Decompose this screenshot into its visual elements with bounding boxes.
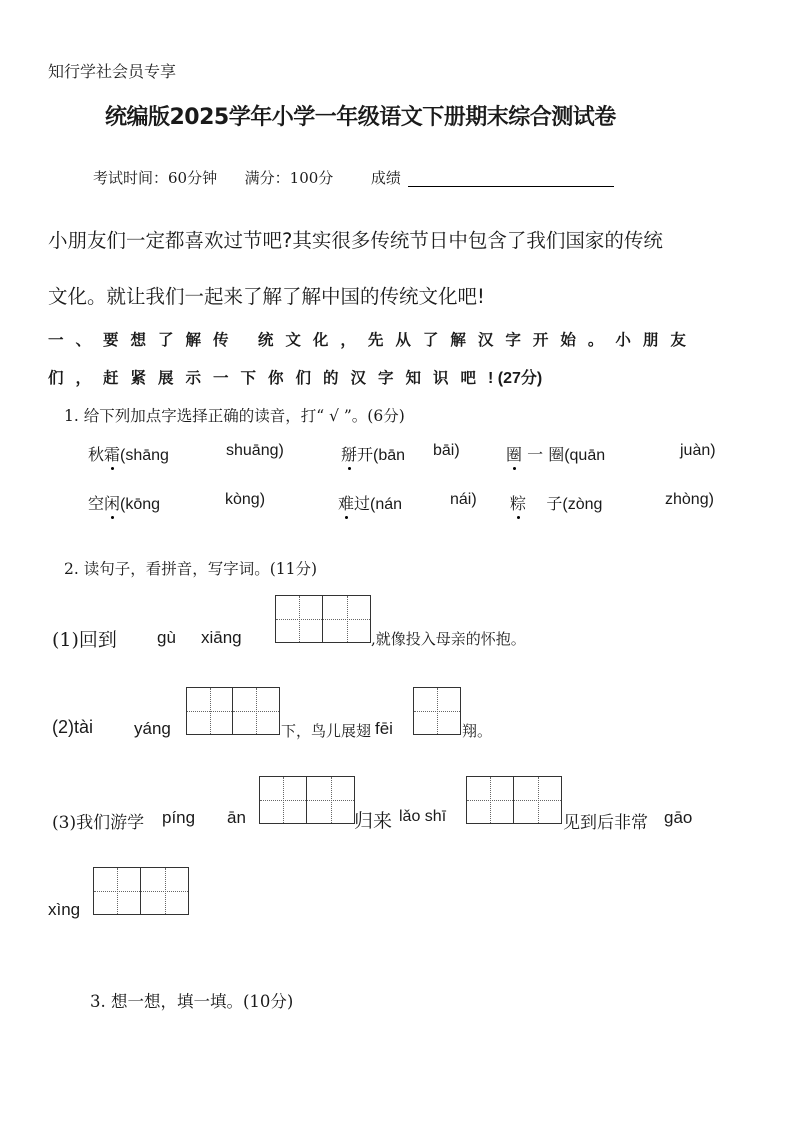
q1-item-2-option-b[interactable]: bāi) [433,442,460,459]
q2-s2-writing-grid-2[interactable] [413,687,461,735]
q1-item-1-option-a[interactable]: (shāng [120,447,169,464]
q1-item-6-option-a[interactable]: (zòng [562,496,603,513]
section-1-score: ! (27分) [488,370,543,387]
q1-item-1-dotted-char: 霜 [104,445,121,464]
q2-s3-pinyin-2: ān [227,808,246,827]
q2-s3-pinyin-4: gāo [664,808,693,827]
q1-item-4-dotted-char: 闲 [104,494,121,513]
q1-item-5-dotted-char: 难 [338,494,355,513]
q1-item-5-option-a[interactable]: (nán [370,496,403,513]
q1-item-1-char: 秋 [88,445,105,464]
section-1-heading-line-2-text: 们，赶紧展示一下你们的汉字知识吧 [48,368,489,387]
section-1-heading-line-1: 一、要想了解传 统文化，先从了解汉字开始。小朋友 [48,330,698,349]
q1-item-3 [506,442,605,465]
q2-s3-writing-grid-1[interactable] [259,776,355,824]
intro-line-2: 文化。就让我们一起来了解了解中国的传统文化吧! [48,285,485,308]
exam-info [93,167,614,188]
q2-s3-rest: 见到后非常 [563,813,648,833]
q2-title: 2. 读句子，看拼音，写字词。(11分) [64,560,318,578]
q1-title: 1. 给下列加点字选择正确的读音，打“ √ ”。(6分) [64,407,405,425]
q3-title: 3. 想一想，填一填。(10分) [90,992,294,1011]
q1-item-5-char: 过 [354,494,371,513]
q2-s2-pinyin-fei: fēi [375,719,393,738]
q1-item-6-char: 子 [526,494,563,513]
q1-item-1-option-b[interactable]: shuāng) [226,442,284,459]
q2-s1-label: (1)回到 [52,629,117,651]
q1-item-5-option-b[interactable]: nái) [450,491,477,508]
section-1-heading-line-2 [48,365,542,388]
score-label: 成绩 [370,169,401,187]
q1-item-4 [88,491,160,514]
q1-item-4-option-a[interactable]: (kōng [120,496,161,513]
q1-item-3-char: 一 圈 [522,445,565,464]
score-blank[interactable] [408,170,614,187]
q1-item-6 [510,491,602,514]
q1-item-6-dotted-char: 粽 [510,494,527,513]
intro-line-1: 小朋友们一定都喜欢过节吧?其实很多传统节日中包含了我们国家的传统 [48,229,663,252]
q2-s2-rest: 翔。 [462,722,493,740]
q1-item-3-option-b[interactable]: juàn) [680,442,716,459]
q2-s1-pinyin-1: gù [157,628,176,647]
exam-time: 考试时间：60分钟 [93,169,218,187]
q2-s4-writing-grid[interactable] [93,867,189,915]
q2-s3-mid: 归来 [354,810,393,832]
q1-item-2 [341,442,405,465]
q2-s2-pinyin: yáng [134,719,171,738]
q2-s1-rest: ,就像投入母亲的怀抱。 [371,630,526,648]
q2-s3-writing-grid-2[interactable] [466,776,562,824]
q1-item-2-option-a[interactable]: (bān [373,447,406,464]
exam-full-score: 满分：100分 [244,169,334,187]
q2-s3-pinyin-1: píng [162,808,196,827]
q2-s1-writing-grid[interactable] [275,595,371,643]
q1-item-5 [338,491,402,514]
q1-item-4-char: 空 [88,494,105,513]
q2-s4-pinyin: xìng [48,900,81,919]
q2-s2-label: (2)tài [52,717,94,737]
q1-item-1 [88,442,169,465]
q2-s3-pinyin-3: lǎo shī [399,808,447,825]
q1-item-2-char: 开 [357,445,374,464]
q1-item-6-option-b[interactable]: zhòng) [665,491,714,508]
q1-item-4-option-b[interactable]: kòng) [225,491,266,508]
q1-item-2-dotted-char: 掰 [341,445,358,464]
q2-s1-pinyin-2: xiāng [201,628,242,647]
q2-s2-mid: 下，鸟儿展翅 [281,722,372,740]
header-tag: 知行学社会员专享 [48,62,177,81]
q1-item-3-dotted-char: 圈 [506,445,523,464]
q2-s2-writing-grid-1[interactable] [186,687,280,735]
q1-item-3-option-a[interactable]: (quān [564,447,606,464]
q2-s3-label: (3)我们游学 [52,813,145,833]
page-title: 统编版2025学年小学一年级语文下册期末综合测试卷 [105,105,616,130]
